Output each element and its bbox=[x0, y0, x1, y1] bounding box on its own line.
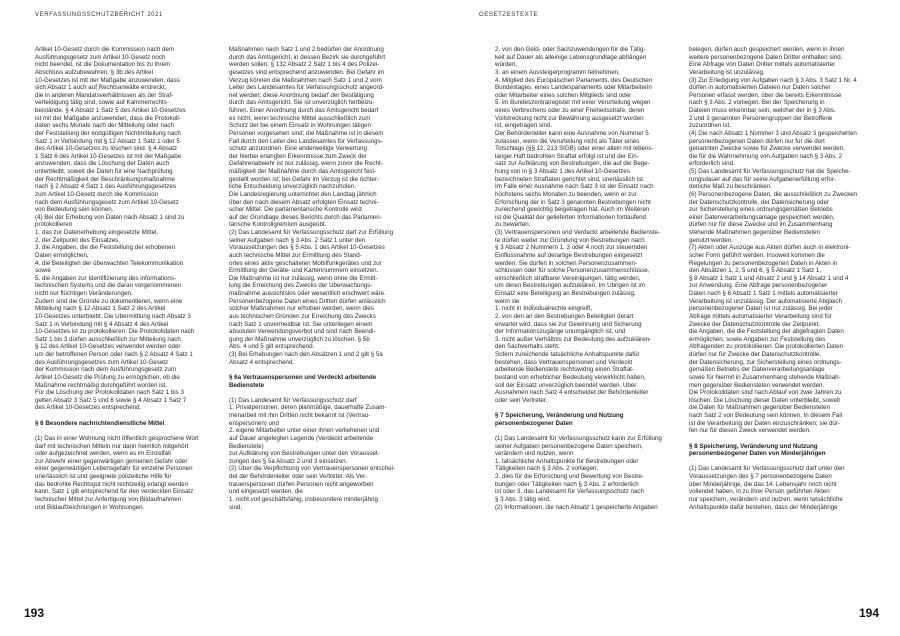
text-line: soll der Einsatz unverzüglich beendet werden. Über bbox=[495, 381, 637, 389]
text-line: zu bewerten. bbox=[495, 221, 531, 229]
text-line: gelten Absatz 3 Satz 5 und 6 sowie § 4 Absatz 1 Satz 7 bbox=[35, 396, 187, 404]
text-line: menarbeit mit ihm Dritten nicht bekannt ist (Vertrau- bbox=[229, 412, 371, 419]
text-line: liche Entscheidung unverzüglich nachzuholen. bbox=[229, 183, 356, 191]
text-line: 3. die Angaben, die die Feststellung der erhobenen bbox=[35, 244, 176, 252]
text-line: die Daten für Maßnahmen gegenüber Bediensteten bbox=[689, 404, 831, 412]
text-line: beistände. § 4 Absatz 1 Satz 5 des Artikel 10-Gesetzes bbox=[35, 107, 186, 114]
text-line: net werden; diese Anordnung bedarf der Bestätigung bbox=[229, 91, 374, 99]
text-line: (7) Akten oder Auszüge aus Akten dürfen auch in elektroni- bbox=[689, 244, 851, 252]
text-line: aus technischen Gründen zur Erreichung des Zwecks bbox=[229, 312, 376, 320]
text-line: bungen oder Tätigkeiten nach § 3 Abs. 2 erforderlich bbox=[495, 480, 639, 488]
text-line: seiner Aufgaben personenbezogene Daten speichern, bbox=[495, 442, 643, 450]
text-line: Verzug können die Maßnahmen nach Satz 1 und 2 vom bbox=[229, 76, 382, 84]
text-line: stehende Maßnahmen gegenüber Bediensteten bbox=[689, 229, 821, 236]
text-line: Personenbezogene Daten eines Dritten dürfen anlässlich bbox=[229, 297, 386, 305]
text-line: ist die Qualität der gelieferten Informationen fortlaufend bbox=[495, 213, 646, 221]
text-line: die Angaben, die die Feststellung der abgefragten Daten bbox=[689, 328, 844, 336]
text-line: Mitteilung nach § 12 Absatz 1 Satz 2 des Artikel bbox=[35, 305, 166, 313]
text-line: darf mit technischen Mitteln nur dann heimlich mitgehört bbox=[35, 442, 189, 450]
text-line: es nicht, wenn technische Mittel ausschließlich zum bbox=[229, 114, 371, 122]
text-line: gemäßen Betriebs der Datenverarbeitungsanlage bbox=[689, 366, 825, 374]
text-line: Abs. 4 und 5 gilt entsprechend. bbox=[229, 343, 315, 351]
text-line: Verarbeitung ist unzulässig. bbox=[689, 68, 765, 76]
text-line: Maßnahme rechtmäßig durchgeführt worden ist. bbox=[35, 381, 168, 389]
text-line: werden sollen. § 132 Absatz 2 Satz 1 bis 4 des Polizei- bbox=[229, 61, 380, 69]
text-line: § 6 Besondere nachrichtendienstliche Mittel bbox=[35, 419, 165, 427]
text-line: zuzuordnen ist. bbox=[689, 122, 731, 130]
text-line: um deren Bestrebungen aufzuklären. Im Übrigen ist im bbox=[495, 282, 645, 290]
text-line: genutzt werden. bbox=[689, 236, 734, 244]
text-line: derliche Maß zu beschränken. bbox=[689, 183, 772, 191]
text-line: weitere personenbezogene Daten Dritter enthalten sind. bbox=[689, 53, 843, 61]
text-line: um der betroffenen Person oder nach § 2 Absatz 4 Satz 1 bbox=[35, 351, 193, 358]
text-line: dürfen nur für Zwecke der Datenschutzkontrolle, bbox=[689, 351, 822, 358]
text-line: § 12 des Artikel 10-Gesetzes verwendet werden oder bbox=[35, 343, 181, 351]
text-line bbox=[495, 404, 675, 412]
text-line: nach Satz 2 von Bedeutung sein können. In diesem Fall bbox=[689, 412, 843, 419]
text-line: men gegenüber Bediensteten verwendet werden. bbox=[689, 381, 825, 389]
text-line: schutz anzuordnen. Eine anderweitige Verwertung bbox=[229, 145, 367, 153]
text-line: Voraussetzungen des § 7 personenbezogene Daten bbox=[689, 473, 832, 480]
text-line: (1) Das in einer Wohnung nicht öffentlich gesprochene Wort bbox=[35, 434, 199, 442]
text-column-3 bbox=[495, 46, 675, 606]
text-line: durch das Amtsgericht. Sie ist unverzüglich herbeizu- bbox=[229, 99, 375, 107]
text-line: Abfragenden zu protokollieren. Die protokollierten Daten bbox=[689, 343, 844, 351]
text-line: ortes eines aktiv geschalteten Mobilfunkgerätes und zur bbox=[229, 259, 382, 267]
text-line: Einflussnahme auf derartige Bestrebungen eingesetzt bbox=[495, 251, 643, 259]
text-line: trauenspersonen dürfen Personen nicht angeworben bbox=[229, 480, 374, 488]
text-line: führen. Einer Anordnung durch das Amtsgericht bedarf bbox=[229, 107, 379, 114]
text-line: Die Landesregierung unterrichtet den Landtag jährlich bbox=[229, 190, 377, 198]
text-line: verändern und nutzen, wenn bbox=[495, 450, 574, 458]
text-line: gestellt worden ist; bei Gefahr im Verzug ist die richter- bbox=[229, 175, 379, 183]
text-line: sind, bbox=[229, 503, 243, 511]
text-line: Satz 1 bis 3 dürfen ausschließlich zur Mitteilung nach bbox=[35, 335, 181, 343]
text-line: § 7 Speicherung, Veränderung und Nutzung bbox=[495, 412, 624, 419]
text-line: technischer Mittel zur Anfertigung von Bildaufnahmen bbox=[35, 495, 182, 503]
text-line: Maßnahmen nach Satz 1 und 2 bedürfen der Anordnung bbox=[229, 46, 384, 53]
text-line: über den nach diesem Absatz erfolgten Einsatz techni- bbox=[229, 198, 379, 206]
text-line: (3) Vertrauenspersonen und Verdeckt arbeitende Bedienste- bbox=[495, 229, 661, 236]
text-line: erforderlich sind. bbox=[689, 160, 735, 168]
text-line: personenbezogener Daten ist nur zulässig. Bei jeder bbox=[689, 305, 833, 313]
text-line: Schutz der bei einem Einsatz in Wohnungen tätigen bbox=[229, 122, 371, 130]
text-line: Der Behördenleiter kann eine Ausnahme von Nummer 5 bbox=[495, 129, 649, 137]
text-line: wenn sie bbox=[495, 297, 520, 305]
text-line: Satz 1 in Verbindung mit § 4 Absatz 4 des Artikel bbox=[35, 320, 169, 328]
text-line: Bundestages, eines Landesparlaments oder Mitarbeiterin bbox=[495, 84, 652, 92]
text-line: sowie für hiermit in Zusammenhang stehende Maßnah- bbox=[689, 373, 841, 381]
text-line: Einsatz eine Beteiligung an Bestrebungen zulässig, bbox=[495, 290, 636, 297]
text-line: Verarbeitung ist unzulässig. Der automatisierte Abgleich bbox=[689, 297, 843, 305]
text-line: te dürfen weder zur Gründung von Bestrebungen nach bbox=[495, 236, 645, 244]
text-line bbox=[495, 427, 675, 435]
text-line: Abfrage mittels automatisierter Verarbeitung sind für bbox=[689, 312, 832, 320]
text-line: zungen des § 5a Absatz 2 und 3 einsetzen. bbox=[229, 457, 348, 465]
text-line: lung die Erreichung des Zwecks der Überwachungs- bbox=[229, 282, 373, 290]
text-line: Leiter des Landesamtes für Verfassungsschutz angeord- bbox=[229, 84, 385, 92]
text-line: § 6a Vertrauenspersonen und Verdeckt arbeitende bbox=[229, 373, 377, 381]
page-number-right: 194 bbox=[859, 606, 880, 620]
text-line: 1 Satz 6 des Artikel 10-Gesetzes ist mit der Maßgabe bbox=[35, 152, 182, 160]
text-line: (1) Das Landesamt für Verfassungsschutz darf bbox=[229, 396, 357, 404]
text-line: Bedienstete bbox=[229, 381, 265, 389]
text-line: das bedrohte Rechtsgut nicht rechtzeitig erlangt werden bbox=[35, 480, 189, 488]
text-line: zulassen, wenn die Verurteilung nicht als Täter eines bbox=[495, 137, 640, 145]
text-line: Personen vorgesehen sind; die Maßnahme ist in diesem bbox=[229, 129, 384, 137]
text-line: des Artikel 10-Gesetzes entsprechend. bbox=[35, 404, 142, 412]
text-line: (4) Bei der Erhebung von Daten nach Absatz 1 sind zu bbox=[35, 213, 185, 221]
text-line: Vollstreckung nicht zur Bewährung ausgesetzt worden bbox=[495, 114, 644, 122]
text-line bbox=[35, 427, 215, 435]
running-header-left: VERFASSUNGSSCHUTZBERICHT 2021 bbox=[35, 12, 163, 18]
text-line: nach Satz 1 unvermeidbar ist. Sie unterliegen einem bbox=[229, 320, 373, 328]
text-line: Artikel 10-Gesetz die Prüfung zu ermöglichen, ob die bbox=[35, 373, 180, 381]
text-line: det der Behördenleiter oder sein Vertreter. Als Ver- bbox=[229, 473, 368, 480]
text-line: 1. das zur Datenerhebung eingesetzte Mittel, bbox=[35, 229, 159, 236]
text-line: der Feststellung der endgültigen Nichtmitteilung nach bbox=[35, 129, 181, 137]
text-line: einschließlich strafbarer Vereinigungen, tätig werden, bbox=[495, 274, 641, 282]
text-line: Sofern zureichende tatsächliche Anhaltspunkte dafür bbox=[495, 351, 640, 358]
text-line: unerlässlich ist und geeignete polizeiliche Hilfe für bbox=[35, 473, 172, 480]
text-line: nicht beendet, ist die Dokumentation bis zu ihrem bbox=[35, 61, 171, 69]
text-line: Bedienstete) bbox=[229, 442, 264, 450]
text-line: zureichend gewichtig beigetragen hat. Auch im Weiteren bbox=[495, 206, 650, 214]
text-line bbox=[229, 389, 409, 397]
text-line: langer Haft bedrohten Straftat erfolgt ist und der Ein- bbox=[495, 152, 639, 160]
text-line: Abschluss aufzubewahren. § 3b des Artikel bbox=[35, 68, 153, 76]
text-line: (4) Die nach Absatz 1 Nummer 3 und Absatz 3 gespeicherten bbox=[689, 129, 857, 137]
text-line: gung der Maßnahme unverzüglich zu löschen. § 5b bbox=[229, 335, 370, 343]
text-line: gesetzes sind entsprechend anzuwenden. Bei Gefahr im bbox=[229, 68, 385, 76]
text-line: Zwecke der Datenschutzkontrolle der Zeitpunkt, bbox=[689, 320, 821, 328]
text-line: der hierbei erlangten Erkenntnisse zum Zweck der bbox=[229, 152, 367, 160]
text-line: löschen. Die Löschung dieser Daten unterbleibt, soweit bbox=[689, 396, 840, 404]
text-line: auf Dauer angelegten Legende (Verdeckt arbeitende bbox=[229, 434, 374, 442]
text-line: 1. Privatpersonen, deren planmäßige, dauerhafte Zusam- bbox=[229, 404, 387, 412]
page-number-left: 193 bbox=[24, 606, 45, 620]
text-line: von Bedeutung sein können. bbox=[35, 206, 114, 214]
text-line: schlüssen oder für solche Personenzusammenschlüsse, bbox=[495, 267, 650, 275]
text-line: 1. nicht in Individualrechte eingreift, bbox=[495, 305, 592, 313]
text-line: § 8 Absatz 1 Satz 1 und Absatz 2 und § 14 Absatz 1 und 4 bbox=[689, 274, 849, 282]
text-line: kann. Satz 1 gilt entsprechend für den verdeckten Einsatz bbox=[35, 488, 194, 496]
text-line: 5. im Bundeszentralregister mit einer Verurteilung wegen bbox=[495, 99, 651, 107]
text-line: Personen erfasst werden, über die bereits Erkenntnisse bbox=[689, 91, 842, 99]
text-line: ist, eingetragen sind. bbox=[495, 122, 553, 130]
text-line: vollendet haben, in zu ihrer Person geführten Akten bbox=[689, 488, 830, 496]
text-line: protokollieren bbox=[35, 221, 73, 229]
text-line: 10-Gesetzes unterbleibt. Die Übermittlung nach Absatz 3 bbox=[35, 312, 191, 320]
text-line: § 3 Abs. 3 tätig wird. bbox=[495, 495, 551, 503]
text-line: einer Datenverarbeitungsanlage gespeichert werden, bbox=[689, 213, 835, 221]
text-line: ist die Verarbeitung der Daten einzuschränken; sie dür- bbox=[689, 419, 840, 427]
text-line: dürfen in automatisierten Dateien nur Daten solcher bbox=[689, 84, 831, 92]
text-line: der Informationszugänge unumgänglich ist, und bbox=[495, 328, 626, 336]
text-line: Anhaltspunkte dafür bestehen, dass der Minderjährige bbox=[689, 503, 838, 511]
text-line: Im Falle einer Ausnahme nach Satz 3 ist der Einsatz nach bbox=[495, 183, 654, 191]
text-line: nur speichern, verändern und nutzen, wenn tatsächliche bbox=[689, 495, 843, 503]
text-line: belegen, dürfen auch gespeichert werden, wenn in ihnen bbox=[689, 46, 845, 53]
text-line: dürfen nur für diese Zwecke und im Zusammenhang bbox=[689, 221, 833, 229]
text-line: zum Artikel 10-Gesetz durch die Kommission bbox=[35, 190, 159, 198]
text-line bbox=[35, 412, 215, 420]
text-column-2 bbox=[229, 46, 409, 606]
text-line: werden. Sie dürfen in solchen Personenzusammen- bbox=[495, 259, 638, 267]
text-line: unterbleibt, soweit die Daten für eine Nachprüfung bbox=[35, 168, 173, 175]
text-line: seiner Aufgaben nach § 3 Abs. 2 Satz 1 unter den bbox=[229, 236, 366, 244]
text-line: Dateien muss erkennbar sein, welcher der in § 3 Abs. bbox=[689, 107, 836, 114]
text-line bbox=[689, 458, 869, 466]
text-line: technischen Systems und die daran vorgenommenen bbox=[35, 282, 182, 290]
text-line: nach § 2 Absatz 4 Satz 1 des Ausführungsgesetzes bbox=[35, 183, 177, 191]
text-line: zur Aufklärung von Bestrebungen unter den Vorausset- bbox=[229, 450, 380, 458]
text-line: § 3 Absatz 2 Nummern 1, 3 oder 4 noch zur steuernden bbox=[495, 244, 648, 252]
text-line: verteidigung tätig sind, sowie auf Kammerrechts- bbox=[35, 99, 169, 107]
text-line: keit auf Dauer als alleinige Lebensgrundlage abhängen bbox=[495, 53, 647, 61]
text-line: ist oder 3. das Landesamt für Verfassungsschutz nach bbox=[495, 488, 644, 496]
text-line: würden, bbox=[495, 61, 518, 69]
text-line: personenbezogener Daten von Minderjährigen bbox=[689, 450, 826, 458]
text-line: oder sein Vertreter. bbox=[495, 396, 548, 404]
text-line: 10-Gesetzes ist zu protokollieren. Die Protokolldaten nach bbox=[35, 328, 195, 336]
text-line: die in anderen Mandatsverhältnissen als der Straf- bbox=[35, 91, 174, 99]
text-line: daten sechs Monate nach der Mitteilung oder nach bbox=[35, 122, 174, 130]
text-line: 2. von den Geld- oder Sachzuwendungen für die Tätig- bbox=[495, 46, 646, 53]
text-line: 10-Gesetzes ist mit der Maßgabe anzuwenden, dass bbox=[35, 76, 180, 84]
text-line: (3) Zur Erledigung von Aufgaben nach § 3 Abs. 3 Satz 1 Nr. 4 bbox=[689, 76, 857, 84]
text-line: hung von in § 3 Absatz 1 des Artikel 10-Gesetzes bbox=[495, 168, 630, 175]
text-line: (1) Das Landesamt für Verfassungsschutz darf unter den bbox=[689, 465, 845, 473]
text-line: Eine Abfrage von Daten Dritter mittels automatisierter bbox=[689, 61, 836, 69]
text-column-4 bbox=[689, 46, 869, 606]
text-line: Regelungen zu personenbezogenen Daten in Akten in bbox=[689, 259, 838, 267]
text-line: nach dem Ausführungsgesetz zum Artikel 10-Gesetz bbox=[35, 198, 179, 206]
text-line: 4. Mitglied des Europäischen Parlaments, des Deutschen bbox=[495, 76, 653, 84]
running-header-right: GESETZESTEXTE bbox=[479, 12, 539, 18]
text-line: Ermittlung der Geräte- und Kartennummern einsetzen. bbox=[229, 267, 379, 275]
text-line: (2) Das Landesamt für Verfassungsschutz darf zur Erfüllung bbox=[229, 229, 394, 236]
text-line: Ausführungsgesetz zum Artikel 10-Gesetz noch bbox=[35, 53, 166, 61]
text-line: den Absätzen 1, 2, 5 und 6, § 5 Absatz 1 Satz 1, bbox=[689, 267, 822, 275]
text-line: Daten nach § 8 Absatz 1 Satz 1 mittels automatisierter bbox=[689, 290, 838, 297]
text-line: personenbezogenen Daten dürfen nur für die dort bbox=[689, 137, 825, 145]
text-line: solcher Maßnahmen nur erhoben werden, wenn dies bbox=[229, 305, 374, 313]
text-line: eines Verbrechens oder zu einer Freiheitsstrafe, deren bbox=[495, 107, 645, 114]
text-line: Ausnahmen nach Satz 4 entscheidet der Behördenleiter bbox=[495, 389, 649, 397]
text-line: durch das Amtsgericht, in dessen Bezirk sie durchgeführt bbox=[229, 53, 386, 61]
text-line: 2 und 3 genannten Personengruppen der Betroffene bbox=[689, 114, 833, 122]
text-line: (5) Das Landesamt für Verfassungsschutz hat die Speiche- bbox=[689, 168, 851, 175]
text-line: 3. an einem Aussteigerprogramm teilnehmen, bbox=[495, 68, 620, 76]
text-line: des Artikel 10-Gesetzes zu löschen sind. § 4 Absatz bbox=[35, 145, 178, 153]
text-line: scher Form geführt werden. Insoweit kommen die bbox=[689, 251, 825, 259]
text-line: zur Abwehr einer gegenwärtigen gemeinen Gefahr oder bbox=[35, 457, 188, 465]
text-line: 2. von den an den Bestrebungen Beteiligten derart bbox=[495, 312, 634, 320]
text-line: und eingesetzt werden, die bbox=[229, 488, 303, 496]
text-line: Voraussetzungen des § 5 Abs. 1 des Artikel 10-Gesetzes bbox=[229, 244, 385, 252]
text-line: auch technische Mittel zur Ermittlung des Stand- bbox=[229, 251, 362, 259]
text-line bbox=[229, 366, 409, 374]
text-line: Erforschung der in Satz 3 genannten Bestrebungen nicht bbox=[495, 198, 651, 206]
text-line: maßnahme aussichtslos oder wesentlich erschwert wäre. bbox=[229, 290, 386, 297]
text-line: oder Mitarbeiter eines solchen Mitglieds sind oder bbox=[495, 91, 632, 99]
text-line: Fall durch den Leiter des Landesamtes für Verfassungs- bbox=[229, 137, 383, 145]
text-line: Die Maßnahme ist nur zulässig, wenn ohne die Ermitt- bbox=[229, 274, 378, 282]
text-line: bestand von erheblicher Bedeutung verwirklicht haben, bbox=[495, 373, 646, 381]
text-line: über Minderjährige, die das 14. Lebensjahr noch nicht bbox=[689, 480, 837, 488]
text-line: nicht nur flüchtigen Veränderungen. bbox=[35, 290, 133, 297]
text-line: zur Anwendung. Eine Abfrage personenbezogener bbox=[689, 282, 828, 290]
text-line: ermöglichen, sowie Angaben zur Feststellung des bbox=[689, 335, 826, 343]
text-line: (2) Über die Verpflichtung von Vertrauenspersonen entschei- bbox=[229, 465, 396, 473]
text-line: Satz 1 in Verbindung mit § 12 Absatz 1 Satz 1 oder 5 bbox=[35, 137, 180, 145]
text-line: der Datenschutzkontrolle, der Datensicherung oder bbox=[689, 198, 829, 206]
text-line: arbeitende Bedienstete rechtswidrig einen Straftat- bbox=[495, 366, 634, 374]
text-line: Gefahrenabwehr ist nur zulässig, wenn zuvor die Recht- bbox=[229, 160, 383, 168]
text-line: rungsdauer auf das für seine Aufgabenerfüllung erfor- bbox=[689, 175, 836, 183]
text-line: (1) Das Landesamt für Verfassungsschutz kann zur Erfüllung bbox=[495, 434, 662, 442]
text-line: sowie bbox=[35, 267, 51, 275]
text-line: 5. die Angaben zur Identifizierung des informations- bbox=[35, 274, 177, 282]
text-line: tarische Kontrollgremium ausgeübt. bbox=[229, 221, 327, 229]
text-line: höchstens sechs Monaten zu beenden, wenn er zur bbox=[495, 190, 637, 198]
text-line: 2. dies für die Erforschung und Bewertung von Bestre- bbox=[495, 473, 644, 480]
text-line: (2) Informationen, die nach Absatz 1 gespeicherte Angaben bbox=[495, 503, 658, 511]
text-line: einer gegenwärtigen Lebensgefahr für einzelne Personen bbox=[35, 465, 193, 473]
text-line: nach § 3 Abs. 2 vorliegen. Bei der Speicherung in bbox=[689, 99, 825, 107]
text-line: anzuwenden, dass die Löschung der Daten auch bbox=[35, 160, 170, 168]
text-line: fen nur für diesen Zweck verwendet werden. bbox=[689, 427, 811, 435]
text-line: 2. der Zeitpunkt des Einsatzes, bbox=[35, 236, 120, 244]
text-line: § 8 Speicherung, Veränderung und Nutzung bbox=[689, 442, 818, 450]
text-line: erwartet wird, dass sie zur Gewinnung und Sicherung bbox=[495, 320, 642, 328]
text-line: enspersonen) und bbox=[229, 419, 279, 427]
text-line: personenbezogener Daten bbox=[495, 419, 573, 427]
text-line: und Bildaufzeichnungen in Wohnungen. bbox=[35, 503, 145, 511]
text-line: der Datensicherung, zur Sicherstellung eines ordnungs- bbox=[689, 358, 842, 366]
text-line: 2. eigene Mitarbeiter unter einer ihnen verliehenen und bbox=[229, 427, 380, 435]
text-line: (3) Bei Erhebungen nach den Absätzen 1 und 2 gilt § 5a bbox=[229, 351, 383, 358]
text-line: Tätigkeiten nach § 3 Abs. 2 vorliegen, bbox=[495, 465, 599, 473]
text-line: des Ausführungsgesetzes zum Artikel 10-Gesetz bbox=[35, 358, 169, 366]
text-line: der Kommission nach dem Ausführungsgesetz zum bbox=[35, 366, 177, 374]
text-line: bestehen, dass Vertrauenspersonen und Verdeckt bbox=[495, 358, 633, 366]
text-line: 1. tatsächliche Anhaltspunkte für Bestrebungen oder bbox=[495, 457, 639, 465]
text-line: (6) Personenbezogene Daten, die ausschließlich zu Zwecken bbox=[689, 190, 858, 198]
text-line: den Sachverhalts steht. bbox=[495, 343, 560, 351]
text-line: Totschlags (§§ 12, 213 StGB) oder einer allein mit lebens- bbox=[495, 145, 654, 153]
text-line: Für die Löschung der Protokolldaten nach Satz 1 bis 3 bbox=[35, 389, 184, 397]
text-line: der Rechtmäßigkeit der Beschränkungsmaßnahme bbox=[35, 175, 175, 183]
text-line: Zudem sind die Gründe zu dokumentieren, wenn eine bbox=[35, 297, 183, 305]
text-line: Daten ermöglichen, bbox=[35, 251, 89, 259]
text-column-1 bbox=[35, 46, 215, 606]
text-line: zur Sicherstellung eines ordnungsgemäßen Betriebs bbox=[689, 206, 833, 214]
text-line bbox=[689, 435, 869, 443]
text-line: die für die Wahrnehmung von Aufgaben nach § 3 Abs. 2 bbox=[689, 152, 843, 160]
text-line: satz zur Aufklärung von Bestrebungen, die auf die Bege- bbox=[495, 160, 650, 168]
text-line: 3. nicht außer Verhältnis zur Bedeutung des aufzuklären- bbox=[495, 335, 652, 343]
text-line: ist mit der Maßgabe anzuwenden, dass die Protokoll- bbox=[35, 114, 181, 122]
text-line: absoluten Verwendungsverbot und sind nach Beendi- bbox=[229, 328, 376, 336]
text-line: genannten Zwecke sowie für Zwecke verwendet werden, bbox=[689, 145, 845, 153]
text-line: bezeichneten Straftaten gerichtet sind, unerlässlich ist. bbox=[495, 175, 645, 183]
text-line: sich Absatz 1 auch auf Rechtsanwälte erstreckt, bbox=[35, 84, 167, 92]
text-line: oder aufgezeichnet werden, wenn es im Einzelfall bbox=[35, 450, 171, 458]
text-line: Die Protokolldaten sind nach Ablauf von zwei Jahren zu bbox=[689, 389, 842, 397]
text-line: scher Mittel. Die parlamentarische Kontrolle wird bbox=[229, 206, 362, 214]
text-line: 4. die Beteiligten der überwachten Telekommunikation bbox=[35, 259, 184, 267]
text-line: mäßigkeit der Maßnahme durch das Amtsgericht fest- bbox=[229, 168, 377, 175]
text-line: 1. nicht voll geschäftsfähig, insbesondere minderjährig bbox=[229, 495, 378, 503]
text-line: auf der Grundlage dieses Berichts durch das Parlamen- bbox=[229, 213, 382, 221]
text-line: Absatz 4 entsprechend. bbox=[229, 358, 295, 366]
text-line: Artikel 10-Gesetz durch die Kommission nach dem bbox=[35, 46, 174, 53]
